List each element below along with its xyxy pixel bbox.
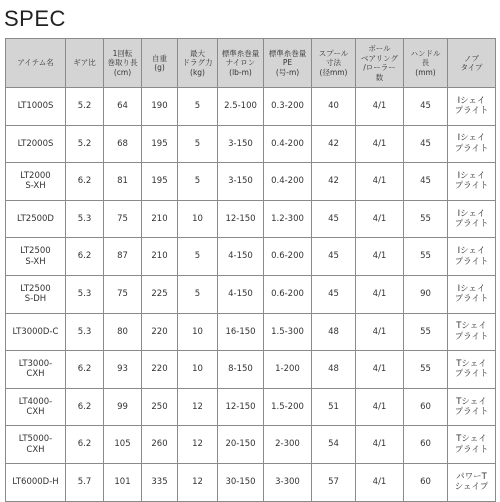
- gear-ratio-cell: 5.2: [66, 88, 104, 126]
- handle-length-cell: 60: [404, 388, 448, 426]
- item-name-cell: [6, 351, 66, 389]
- item-name-cell-line: LT3000D-C: [12, 326, 59, 337]
- column-header: [404, 39, 448, 88]
- weight-cell: 210: [142, 238, 178, 276]
- column-header-line: 最大: [190, 48, 205, 58]
- item-name-cell-line: S-XH: [25, 181, 46, 192]
- column-header-line: 数: [375, 72, 384, 82]
- knob-type-cell-line: Iシェイ: [457, 170, 486, 181]
- weight-cell: 220: [142, 351, 178, 389]
- item-name-cell-line: CXH: [26, 444, 45, 455]
- item-name-cell-line: S-XH: [25, 256, 46, 267]
- column-header-line: 巻取り長: [107, 58, 138, 68]
- spool-size-cell: 45: [312, 275, 356, 313]
- table-row: [6, 163, 496, 201]
- item-name-cell: [6, 313, 66, 351]
- column-header-line: ドラグ力: [182, 58, 213, 68]
- pe-capacity-cell: 2-300: [264, 426, 312, 464]
- gear-ratio-cell: 5.3: [66, 200, 104, 238]
- pe-capacity-cell: 1.5-200: [264, 388, 312, 426]
- nylon-capacity-cell: 12-150: [218, 200, 264, 238]
- knob-type-cell-line: プライト: [454, 106, 489, 117]
- handle-length-cell: 60: [404, 463, 448, 501]
- pe-capacity-cell: 0.4-200: [264, 163, 312, 201]
- pe-capacity-cell: 0.6-200: [264, 275, 312, 313]
- max-drag-cell: 12: [178, 426, 218, 464]
- item-name-cell-line: CXH: [26, 369, 45, 380]
- weight-cell: 335: [142, 463, 178, 501]
- retrieve-length-cell: 64: [104, 88, 142, 126]
- gear-ratio-cell: 5.3: [66, 275, 104, 313]
- item-name-cell: [6, 426, 66, 464]
- max-drag-cell: 5: [178, 88, 218, 126]
- column-header-line: アイテム名: [17, 58, 54, 68]
- pe-capacity-cell: 1.5-300: [264, 313, 312, 351]
- item-name-cell: [6, 200, 66, 238]
- retrieve-length-cell: 101: [104, 463, 142, 501]
- weight-cell: 195: [142, 125, 178, 163]
- knob-type-cell-line: プライト: [454, 444, 489, 455]
- max-drag-cell: 10: [178, 313, 218, 351]
- retrieve-length-cell: 75: [104, 200, 142, 238]
- knob-type-cell-line: プライト: [454, 369, 489, 380]
- column-header: [356, 39, 404, 88]
- item-name-cell: [6, 463, 66, 501]
- spool-size-cell: 45: [312, 200, 356, 238]
- column-header-line: ノブ: [464, 53, 479, 63]
- bearing-cell: 4/1: [356, 125, 404, 163]
- spool-size-cell: 40: [312, 88, 356, 126]
- column-header-line: ハンドル: [410, 48, 441, 58]
- knob-type-cell-line: Iシェイ: [457, 283, 486, 294]
- knob-type-cell-line: Iシェイ: [457, 246, 486, 257]
- nylon-capacity-cell: 2.5-100: [218, 88, 264, 126]
- nylon-capacity-cell: 8-150: [218, 351, 264, 389]
- column-header-line: PE: [282, 58, 293, 68]
- knob-type-cell-line: シェイプ: [454, 482, 489, 493]
- table-row: [6, 275, 496, 313]
- knob-type-cell-line: Tシェイ: [456, 358, 487, 369]
- retrieve-length-cell: 68: [104, 125, 142, 163]
- column-header-line: (mm): [415, 67, 436, 77]
- nylon-capacity-cell: 20-150: [218, 426, 264, 464]
- item-name-cell-line: LT4000-: [18, 396, 53, 407]
- retrieve-length-cell: 93: [104, 351, 142, 389]
- item-name-cell: [6, 163, 66, 201]
- item-name-cell-line: LT2000S: [17, 138, 54, 149]
- max-drag-cell: 5: [178, 163, 218, 201]
- column-header: [312, 39, 356, 88]
- nylon-capacity-cell: 4-150: [218, 275, 264, 313]
- gear-ratio-cell: 5.7: [66, 463, 104, 501]
- nylon-capacity-cell: 3-150: [218, 125, 264, 163]
- page-title: SPEC: [4, 6, 66, 31]
- max-drag-cell: 5: [178, 238, 218, 276]
- item-name-cell-line: CXH: [26, 407, 45, 418]
- nylon-capacity-cell: 3-150: [218, 163, 264, 201]
- knob-type-cell: [448, 463, 496, 501]
- retrieve-length-cell: 105: [104, 426, 142, 464]
- gear-ratio-cell: 5.3: [66, 313, 104, 351]
- pe-capacity-cell: 3-300: [264, 463, 312, 501]
- table-row: [6, 88, 496, 126]
- max-drag-cell: 5: [178, 275, 218, 313]
- column-header: [448, 39, 496, 88]
- spool-size-cell: 57: [312, 463, 356, 501]
- spool-size-cell: 48: [312, 351, 356, 389]
- handle-length-cell: 55: [404, 200, 448, 238]
- knob-type-cell: [448, 125, 496, 163]
- weight-cell: 250: [142, 388, 178, 426]
- table-row: [6, 426, 496, 464]
- column-header-line: 自重: [152, 53, 167, 63]
- knob-type-cell-line: Iシェイ: [457, 95, 486, 106]
- column-header-line: 標準糸巻量: [221, 48, 260, 58]
- bearing-cell: 4/1: [356, 275, 404, 313]
- weight-cell: 260: [142, 426, 178, 464]
- item-name-cell-line: S-DH: [24, 294, 47, 305]
- item-name-cell: [6, 125, 66, 163]
- bearing-cell: 4/1: [356, 388, 404, 426]
- column-header-line: ボール: [368, 44, 391, 53]
- column-header: [6, 39, 66, 88]
- column-header-line: ベアリング: [360, 53, 399, 63]
- knob-type-cell-line: プライト: [454, 256, 489, 267]
- table-row: [6, 351, 496, 389]
- column-header: [178, 39, 218, 88]
- handle-length-cell: 90: [404, 275, 448, 313]
- column-header-line: (cm): [113, 67, 132, 77]
- spool-size-cell: 42: [312, 125, 356, 163]
- column-header-line: 長: [421, 58, 430, 68]
- max-drag-cell: 12: [178, 388, 218, 426]
- column-header-line: 寸法: [326, 58, 341, 68]
- column-header-line: 1回転: [112, 48, 133, 58]
- item-name-cell: [6, 388, 66, 426]
- column-header: [218, 39, 264, 88]
- pe-capacity-cell: 1-200: [264, 351, 312, 389]
- column-header-line: (lb-m): [229, 67, 252, 77]
- item-name-cell-line: LT1000S: [17, 101, 54, 112]
- gear-ratio-cell: 5.2: [66, 125, 104, 163]
- knob-type-cell: [448, 88, 496, 126]
- knob-type-cell: [448, 313, 496, 351]
- weight-cell: 210: [142, 200, 178, 238]
- column-header-line: ナイロン: [225, 58, 256, 68]
- spool-size-cell: 54: [312, 426, 356, 464]
- item-name-cell-line: LT5000-: [18, 434, 53, 445]
- pe-capacity-cell: 0.3-200: [264, 88, 312, 126]
- column-header-line: スプール: [318, 48, 349, 58]
- retrieve-length-cell: 75: [104, 275, 142, 313]
- knob-type-cell-line: パワーT: [456, 471, 487, 482]
- handle-length-cell: 45: [404, 88, 448, 126]
- pe-capacity-cell: 1.2-300: [264, 200, 312, 238]
- knob-type-cell: [448, 388, 496, 426]
- column-header: [264, 39, 312, 88]
- knob-type-cell-line: Iシェイ: [457, 208, 486, 219]
- gear-ratio-cell: 6.2: [66, 351, 104, 389]
- max-drag-cell: 5: [178, 125, 218, 163]
- table-row: [6, 463, 496, 501]
- column-header-line: 標準糸巻量: [268, 48, 307, 58]
- item-name-cell-line: LT2000: [20, 170, 51, 181]
- table-row: [6, 238, 496, 276]
- retrieve-length-cell: 80: [104, 313, 142, 351]
- handle-length-cell: 55: [404, 313, 448, 351]
- spool-size-cell: 42: [312, 163, 356, 201]
- handle-length-cell: 55: [404, 238, 448, 276]
- table-row: [6, 313, 496, 351]
- bearing-cell: 4/1: [356, 238, 404, 276]
- nylon-capacity-cell: 4-150: [218, 238, 264, 276]
- item-name-cell: [6, 275, 66, 313]
- gear-ratio-cell: 6.2: [66, 238, 104, 276]
- knob-type-cell: [448, 351, 496, 389]
- handle-length-cell: 60: [404, 426, 448, 464]
- weight-cell: 195: [142, 163, 178, 201]
- column-header-line: (kg): [190, 67, 205, 77]
- gear-ratio-cell: 6.2: [66, 388, 104, 426]
- nylon-capacity-cell: 12-150: [218, 388, 264, 426]
- bearing-cell: 4/1: [356, 426, 404, 464]
- bearing-cell: 4/1: [356, 351, 404, 389]
- table-row: [6, 388, 496, 426]
- retrieve-length-cell: 81: [104, 163, 142, 201]
- pe-capacity-cell: 0.4-200: [264, 125, 312, 163]
- column-header-line: (g): [154, 63, 165, 72]
- knob-type-cell-line: Tシェイ: [456, 396, 487, 407]
- spool-size-cell: 45: [312, 238, 356, 276]
- table-row: [6, 125, 496, 163]
- column-header: [66, 39, 104, 88]
- column-header-line: ギア比: [73, 58, 96, 68]
- item-name-cell: [6, 88, 66, 126]
- knob-type-cell-line: プライト: [454, 143, 489, 154]
- table-body: [6, 88, 496, 502]
- knob-type-cell-line: プライト: [454, 219, 489, 230]
- item-name-cell-line: LT2500: [20, 283, 51, 294]
- spec-table: [5, 38, 496, 502]
- table-row: [6, 200, 496, 238]
- bearing-cell: 4/1: [356, 313, 404, 351]
- retrieve-length-cell: 87: [104, 238, 142, 276]
- header-row: [6, 39, 496, 88]
- column-header-line: タイプ: [460, 63, 483, 72]
- nylon-capacity-cell: 16-150: [218, 313, 264, 351]
- handle-length-cell: 45: [404, 163, 448, 201]
- knob-type-cell-line: Tシェイ: [456, 434, 487, 445]
- knob-type-cell-line: Tシェイ: [456, 321, 487, 332]
- handle-length-cell: 55: [404, 351, 448, 389]
- item-name-cell-line: LT2500: [20, 246, 51, 257]
- bearing-cell: 4/1: [356, 200, 404, 238]
- spool-size-cell: 51: [312, 388, 356, 426]
- column-header: [142, 39, 178, 88]
- max-drag-cell: 10: [178, 351, 218, 389]
- spool-size-cell: 48: [312, 313, 356, 351]
- knob-type-cell: [448, 238, 496, 276]
- weight-cell: 225: [142, 275, 178, 313]
- knob-type-cell-line: プライト: [454, 294, 489, 305]
- nylon-capacity-cell: 30-150: [218, 463, 264, 501]
- bearing-cell: 4/1: [356, 463, 404, 501]
- max-drag-cell: 10: [178, 200, 218, 238]
- bearing-cell: 4/1: [356, 163, 404, 201]
- knob-type-cell-line: プライト: [454, 407, 489, 418]
- retrieve-length-cell: 99: [104, 388, 142, 426]
- handle-length-cell: 45: [404, 125, 448, 163]
- pe-capacity-cell: 0.6-200: [264, 238, 312, 276]
- gear-ratio-cell: 6.2: [66, 163, 104, 201]
- knob-type-cell-line: Iシェイ: [457, 133, 486, 144]
- column-header-line: /ローラー: [363, 63, 396, 72]
- item-name-cell: [6, 238, 66, 276]
- weight-cell: 190: [142, 88, 178, 126]
- knob-type-cell-line: プライト: [454, 181, 489, 192]
- knob-type-cell: [448, 426, 496, 464]
- item-name-cell-line: LT6000D-H: [12, 476, 59, 487]
- weight-cell: 220: [142, 313, 178, 351]
- knob-type-cell-line: プライト: [454, 331, 489, 342]
- bearing-cell: 4/1: [356, 88, 404, 126]
- column-header: [104, 39, 142, 88]
- gear-ratio-cell: 6.2: [66, 426, 104, 464]
- knob-type-cell: [448, 200, 496, 238]
- column-header-line: (径mm): [319, 67, 348, 77]
- knob-type-cell: [448, 275, 496, 313]
- item-name-cell-line: LT2500D: [17, 213, 54, 224]
- max-drag-cell: 12: [178, 463, 218, 501]
- knob-type-cell: [448, 163, 496, 201]
- column-header-line: (号-m): [275, 67, 300, 77]
- item-name-cell-line: LT3000-: [18, 358, 53, 369]
